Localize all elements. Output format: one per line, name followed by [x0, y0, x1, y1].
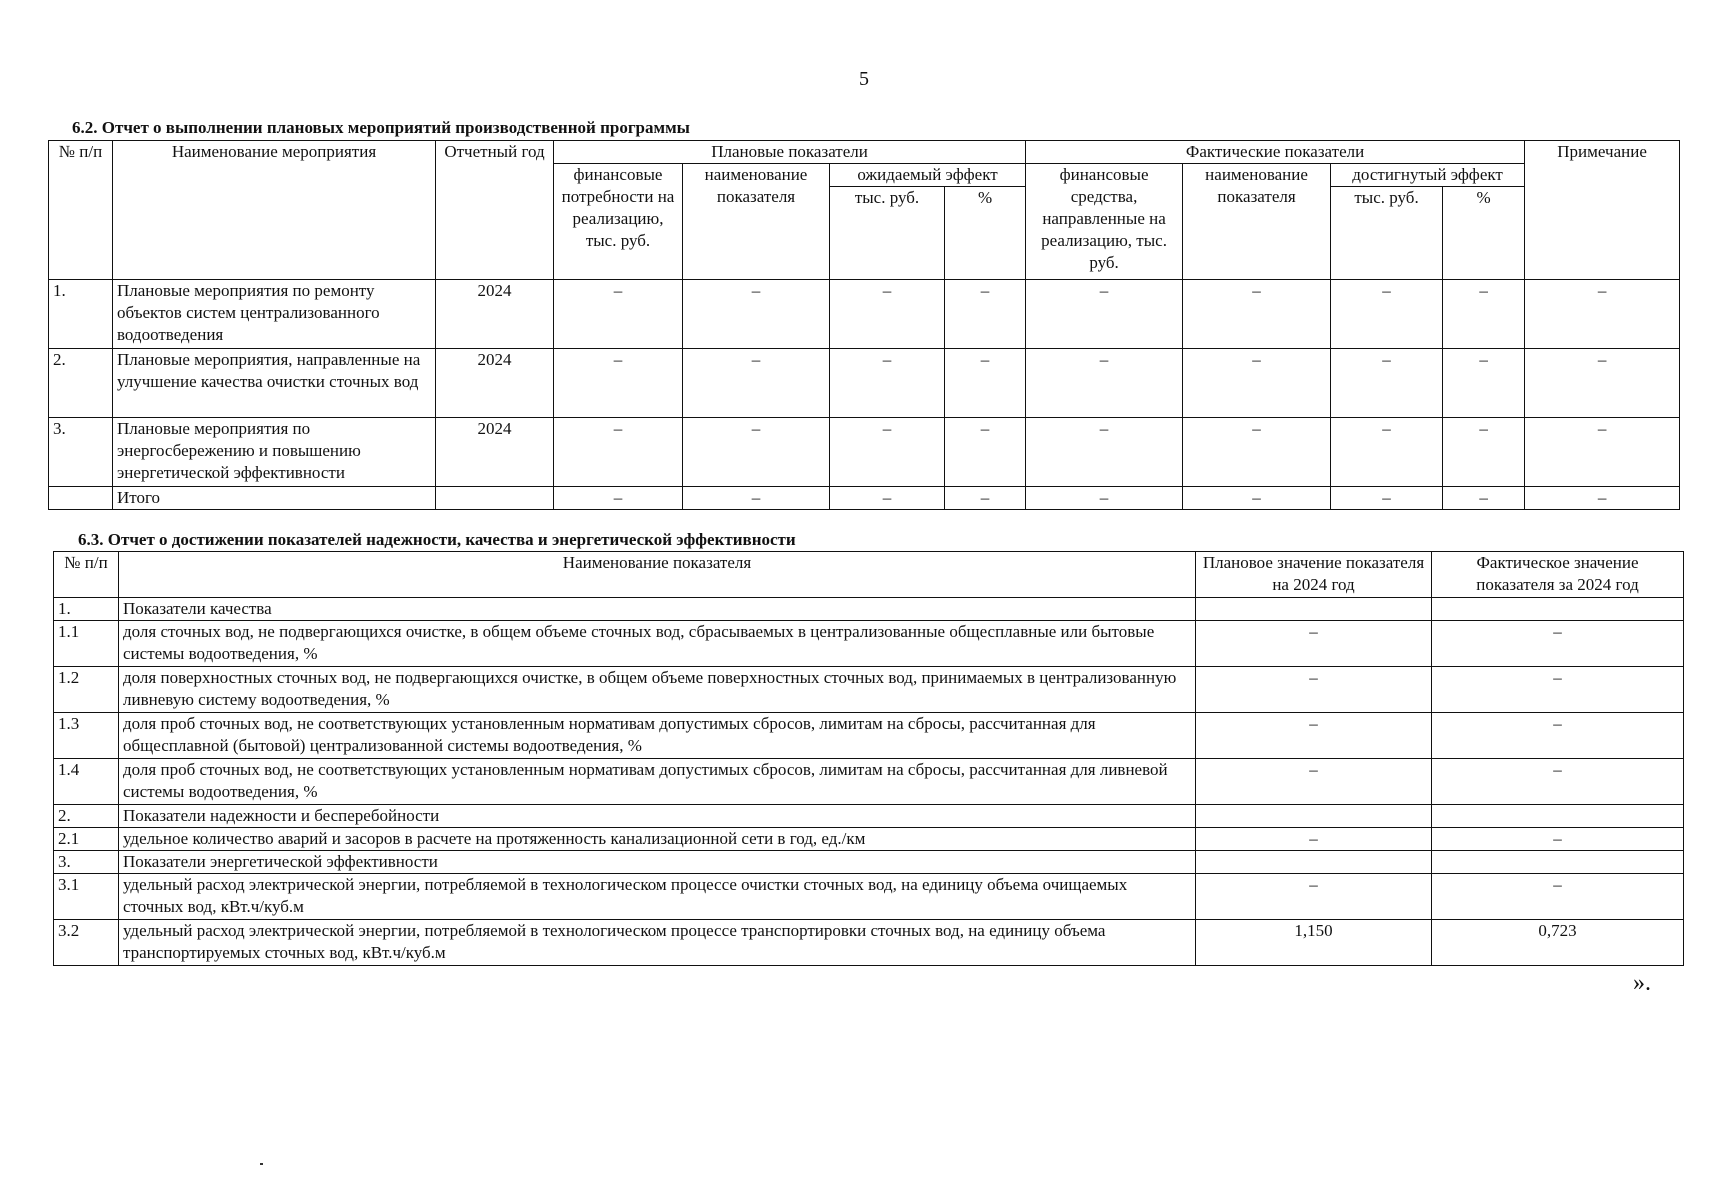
header-plan-indicator: наименование показателя	[683, 164, 830, 280]
row-num: 1.	[54, 598, 119, 621]
header-expected-percent: %	[945, 187, 1026, 280]
cell-dash: –	[683, 349, 830, 418]
header-achieved-effect: достигнутый эффект	[1331, 164, 1525, 187]
header-plan-finance: финансовые потребности на реализацию, тыс. руб.	[554, 164, 683, 280]
cell-dash: –	[1026, 418, 1183, 487]
row-plan-value: –	[1196, 667, 1432, 713]
header-actual-value: Фактическое значение показателя за 2024 год	[1432, 552, 1684, 598]
cell-dash: –	[554, 280, 683, 349]
row-num: 3.	[49, 418, 113, 487]
cell-dash: –	[1331, 349, 1443, 418]
row-num: 1.3	[54, 713, 119, 759]
header-achieved-rub: тыс. руб.	[1331, 187, 1443, 280]
row-num: 1.2	[54, 667, 119, 713]
row-num: 1.1	[54, 621, 119, 667]
table-row	[54, 713, 1684, 759]
table-header-row	[54, 552, 1684, 598]
section-6-2-title: 6.2. Отчет о выполнении плановых мероприятий производственной программы	[72, 118, 690, 137]
row-actual-value	[1432, 598, 1684, 621]
cell-dash: –	[945, 418, 1026, 487]
header-year: Отчетный год	[436, 141, 554, 280]
table-row	[54, 851, 1684, 874]
header-planned: Плановые показатели	[554, 141, 1026, 164]
cell-dash: –	[830, 280, 945, 349]
table-row	[54, 621, 1684, 667]
cell-dash: –	[683, 487, 830, 510]
total-row	[49, 487, 1680, 510]
cell-dash: –	[830, 418, 945, 487]
section-6-3-title: 6.3. Отчет о достижении показателей надежности, качества и энергетической эффективности	[78, 530, 796, 549]
cell-dash: –	[554, 418, 683, 487]
header-num: № п/п	[54, 552, 119, 598]
cell-dash: –	[830, 487, 945, 510]
cell-dash: –	[1331, 418, 1443, 487]
row-year: 2024	[436, 280, 554, 349]
row-num: 3.	[54, 851, 119, 874]
cell-dash: –	[945, 349, 1026, 418]
cell-dash: –	[1183, 418, 1331, 487]
table-row	[49, 418, 1680, 487]
row-num: 3.1	[54, 874, 119, 920]
header-plan-value: Плановое значение показателя на 2024 год	[1196, 552, 1432, 598]
cell-dash: –	[945, 280, 1026, 349]
cell-dash: –	[554, 487, 683, 510]
row-activity-name: Плановые мероприятия по энергосбережению и повышению энергетической эффективности	[113, 418, 436, 487]
cell-dash: –	[1183, 487, 1331, 510]
row-actual-value	[1432, 805, 1684, 828]
row-indicator-name: доля проб сточных вод, не соответствующих установленным нормативам допустимых сбросов, лимитам на сбросы, рассчитанная для ливневой системы водоотведения, %	[119, 759, 1196, 805]
header-expected-effect: ожидаемый эффект	[830, 164, 1026, 187]
row-activity-name: Плановые мероприятия по ремонту объектов систем централизованного водоотведения	[113, 280, 436, 349]
table-row	[54, 598, 1684, 621]
header-indicator-name: Наименование показателя	[119, 552, 1196, 598]
row-indicator-name: Показатели надежности и бесперебойности	[119, 805, 1196, 828]
row-num	[49, 487, 113, 510]
row-actual-value: –	[1432, 713, 1684, 759]
row-num: 2.	[49, 349, 113, 418]
cell-dash: –	[945, 487, 1026, 510]
row-indicator-name: доля поверхностных сточных вод, не подвергающихся очистке, в общем объеме поверхностных сточных вод, принимаемых в централизованную ливневую систему водоотведения, %	[119, 667, 1196, 713]
row-num: 2.	[54, 805, 119, 828]
row-plan-value	[1196, 851, 1432, 874]
planned-activities-table	[48, 140, 1680, 510]
cell-dash: –	[1443, 487, 1525, 510]
scan-speck	[260, 1163, 263, 1165]
table-row	[54, 667, 1684, 713]
cell-dash: –	[1331, 487, 1443, 510]
row-actual-value: –	[1432, 874, 1684, 920]
cell-dash: –	[683, 418, 830, 487]
row-actual-value: 0,723	[1432, 920, 1684, 966]
cell-dash: –	[1026, 349, 1183, 418]
header-activity-name: Наименование мероприятия	[113, 141, 436, 280]
row-plan-value	[1196, 598, 1432, 621]
row-indicator-name: удельный расход электрической энергии, потребляемой в технологическом процессе очистки сточных вод, на единицу объема очищаемых сточных вод, кВт.ч/куб.м	[119, 874, 1196, 920]
row-plan-value: –	[1196, 828, 1432, 851]
row-plan-value: 1,150	[1196, 920, 1432, 966]
cell-dash: –	[1525, 487, 1680, 510]
cell-dash: –	[1183, 349, 1331, 418]
row-num: 2.1	[54, 828, 119, 851]
cell-dash: –	[1026, 280, 1183, 349]
cell-dash: –	[1443, 418, 1525, 487]
cell-dash: –	[1525, 280, 1680, 349]
header-actual-finance: финансовые средства, направленные на реализацию, тыс. руб.	[1026, 164, 1183, 280]
cell-dash: –	[1183, 280, 1331, 349]
total-label: Итого	[113, 487, 436, 510]
cell-dash: –	[1443, 349, 1525, 418]
row-indicator-name: Показатели качества	[119, 598, 1196, 621]
row-activity-name: Плановые мероприятия, направленные на улучшение качества очистки сточных вод	[113, 349, 436, 418]
row-actual-value	[1432, 851, 1684, 874]
row-plan-value: –	[1196, 759, 1432, 805]
header-achieved-percent: %	[1443, 187, 1525, 280]
cell-dash: –	[1443, 280, 1525, 349]
row-year	[436, 487, 554, 510]
table-row	[49, 280, 1680, 349]
row-actual-value: –	[1432, 667, 1684, 713]
row-plan-value	[1196, 805, 1432, 828]
table-header-row	[49, 141, 1680, 164]
row-actual-value: –	[1432, 828, 1684, 851]
row-year: 2024	[436, 418, 554, 487]
table-row	[54, 805, 1684, 828]
row-indicator-name: удельное количество аварий и засоров в расчете на протяженность канализационной сети в год, ед./км	[119, 828, 1196, 851]
row-plan-value: –	[1196, 713, 1432, 759]
row-actual-value: –	[1432, 759, 1684, 805]
row-num: 1.	[49, 280, 113, 349]
cell-dash: –	[683, 280, 830, 349]
page-number: 5	[859, 68, 869, 90]
row-plan-value: –	[1196, 874, 1432, 920]
table-row	[54, 759, 1684, 805]
header-num: № п/п	[49, 141, 113, 280]
cell-dash: –	[1026, 487, 1183, 510]
row-indicator-name: доля проб сточных вод, не соответствующих установленным нормативам допустимых сбросов, лимитам на сбросы, рассчитанная для общесплавной (бытовой) централизованной системы водоотведения, %	[119, 713, 1196, 759]
cell-dash: –	[554, 349, 683, 418]
header-actual: Фактические показатели	[1026, 141, 1525, 164]
row-num: 3.2	[54, 920, 119, 966]
table-row	[49, 349, 1680, 418]
row-num: 1.4	[54, 759, 119, 805]
cell-dash: –	[1331, 280, 1443, 349]
row-actual-value: –	[1432, 621, 1684, 667]
indicators-table	[53, 551, 1684, 966]
table-row	[54, 920, 1684, 966]
row-indicator-name: удельный расход электрической энергии, потребляемой в технологическом процессе транспортировки сточных вод, на единицу объема транспортируемых сточных вод, кВт.ч/куб.м	[119, 920, 1196, 966]
cell-dash: –	[830, 349, 945, 418]
table-row	[54, 874, 1684, 920]
header-note: Примечание	[1525, 141, 1680, 280]
table-row	[54, 828, 1684, 851]
row-plan-value: –	[1196, 621, 1432, 667]
row-year: 2024	[436, 349, 554, 418]
header-actual-indicator: наименование показателя	[1183, 164, 1331, 280]
row-indicator-name: доля сточных вод, не подвергающихся очистке, в общем объеме сточных вод, сбрасываемых в централизованные общесплавные или бытовые системы водоотведения, %	[119, 621, 1196, 667]
header-expected-rub: тыс. руб.	[830, 187, 945, 280]
closing-quote-mark: ».	[1633, 970, 1651, 996]
cell-dash: –	[1525, 349, 1680, 418]
row-indicator-name: Показатели энергетической эффективности	[119, 851, 1196, 874]
cell-dash: –	[1525, 418, 1680, 487]
